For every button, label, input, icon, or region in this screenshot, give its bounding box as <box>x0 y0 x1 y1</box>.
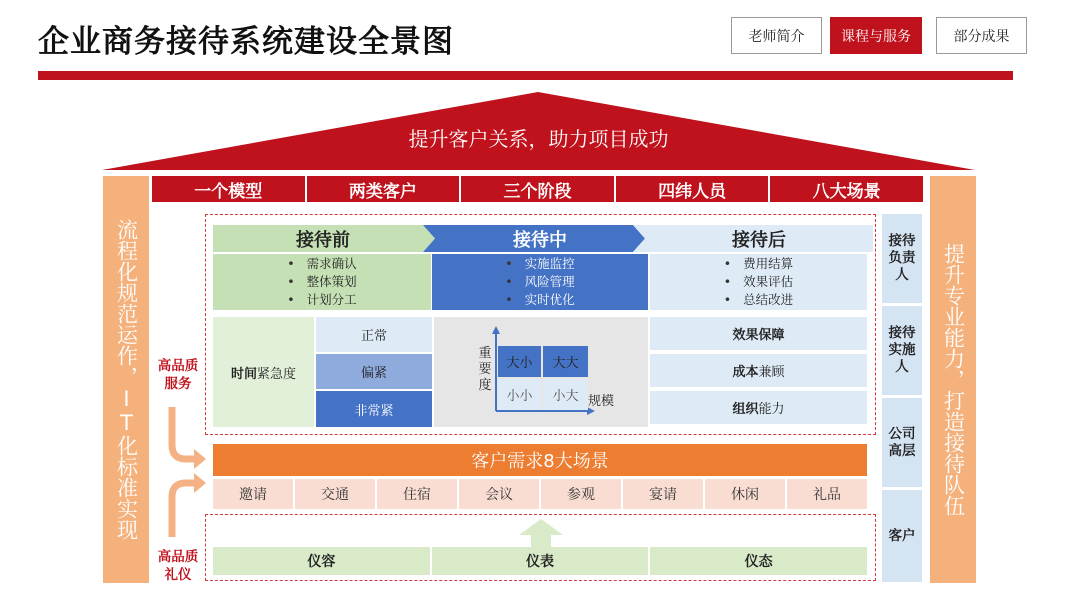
category-eight-scenes: 八大场景 <box>812 181 881 202</box>
category-three-stages: 三个阶段 <box>461 176 616 202</box>
phase-before-items <box>213 254 431 310</box>
flow-arrows <box>162 405 210 550</box>
capability-effect <box>650 317 867 350</box>
urgency-label-bold: 时间 <box>230 366 257 382</box>
phase-after-items <box>650 254 867 310</box>
high-quality-service-label: 高品质 服务 <box>157 358 199 392</box>
phase-during-items <box>432 254 648 310</box>
phase-before-title: 接待前 <box>296 229 350 251</box>
phase-item: • 实施监控 <box>505 255 574 273</box>
capability-rest: 保障 <box>758 328 785 343</box>
title-divider <box>38 71 1013 80</box>
high-quality-etiquette-label: 高品质 礼仪 <box>157 549 199 583</box>
urgency-normal: 正常 <box>316 317 432 352</box>
category-four-roles: 四纬人员 <box>616 176 771 202</box>
time-urgency-label <box>213 317 314 427</box>
right-pillar: 提升专业能力，打造接待队伍 <box>930 176 976 583</box>
capability-organization <box>650 391 867 424</box>
role-reception-executor: 接待实施人 <box>882 306 922 395</box>
matrix-cell-big-big: 大大 <box>543 346 588 377</box>
nav-teacher-intro-button[interactable]: 老师简介 <box>731 17 822 54</box>
nav-courses-services-button[interactable]: 课程与服务 <box>830 17 922 54</box>
phase-after-title: 接待后 <box>732 229 786 251</box>
phase-item: • 费用结算 <box>724 255 793 273</box>
up-arrow <box>519 519 563 547</box>
phase-item: • 实时优化 <box>505 291 574 309</box>
etiquette-appearance: 仪容 <box>213 547 430 575</box>
capability-rest: 能力 <box>758 402 785 417</box>
role-customer: 客户 <box>882 490 922 582</box>
etiquette-manner: 仪态 <box>650 547 867 575</box>
phase-item: • 总结改进 <box>724 291 793 309</box>
scene-banquet: 宴请 <box>623 479 703 509</box>
page-title: 企业商务接待系统建设全景图 <box>38 24 454 60</box>
scene-lodging: 住宿 <box>377 479 457 509</box>
urgency-tight: 偏紧 <box>316 354 432 389</box>
roles-column <box>882 214 922 582</box>
matrix-cell-small-small: 小小 <box>498 379 541 410</box>
role-reception-lead: 接待负责人 <box>882 214 922 303</box>
capability-rest: 兼顾 <box>758 365 785 380</box>
capability-bold: 组织 <box>732 402 759 417</box>
scene-leisure: 休闲 <box>705 479 785 509</box>
urgency-label-rest: 紧急度 <box>257 366 297 382</box>
scene-invite: 邀请 <box>213 479 293 509</box>
phase-item: • 效果评估 <box>724 273 793 291</box>
urgency-very-tight: 非常紧 <box>316 391 432 427</box>
capability-cost <box>650 354 867 387</box>
etiquette-row <box>213 547 867 575</box>
scene-meeting: 会议 <box>459 479 539 509</box>
capability-bold: 成本 <box>732 365 759 380</box>
nav-results-button[interactable]: 部分成果 <box>936 17 1027 54</box>
phase-item: • 整体策划 <box>287 273 356 291</box>
phase-item: • 需求确认 <box>287 255 356 273</box>
matrix-cell-small-big: 小大 <box>543 379 588 410</box>
roof-slogan: 提升客户关系，助力项目成功 <box>408 126 669 151</box>
category-bar <box>152 176 923 202</box>
scene-visit: 参观 <box>541 479 621 509</box>
category-one-model: 一个模型 <box>152 176 307 202</box>
category-two-customers: 两类客户 <box>307 176 462 202</box>
customer-scenes-title: 客户需求8大场景 <box>213 444 867 476</box>
phase-item: • 计划分工 <box>287 291 356 309</box>
scene-transport: 交通 <box>295 479 375 509</box>
etiquette-attire: 仪表 <box>432 547 649 575</box>
phase-item: • 风险管理 <box>505 273 574 291</box>
matrix-cell-big-small: 大小 <box>498 346 541 377</box>
matrix-y-label: 重要度 <box>478 346 492 393</box>
phase-during-title: 接待中 <box>513 229 567 251</box>
scenes-row <box>213 479 867 509</box>
matrix-x-label: 规模 <box>588 394 615 409</box>
capability-bold: 效果 <box>732 328 759 343</box>
scene-gifts: 礼品 <box>787 479 867 509</box>
role-executives: 公司高层 <box>882 398 922 487</box>
left-pillar: 流程化规范运作，IT化标准实现 <box>103 176 149 583</box>
